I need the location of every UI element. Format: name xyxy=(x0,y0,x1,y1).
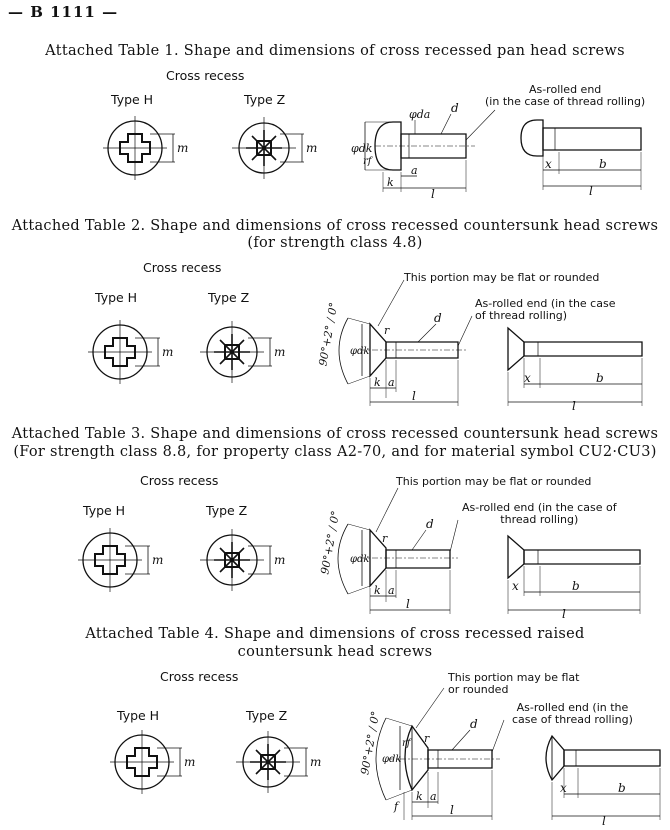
table-1-type-h-recess-figure xyxy=(95,112,190,184)
document-code: — B 1111 — xyxy=(8,3,119,21)
table-2-angle-symbol: 90°+2° / 0° xyxy=(316,301,341,368)
table-2-l-symbol-right: l xyxy=(572,399,576,413)
table-1-type-h-label: Type H xyxy=(111,92,154,107)
table-2-dk-symbol: φdk xyxy=(350,346,370,357)
table-1-d-symbol: d xyxy=(451,101,459,115)
table-2-a-symbol: a xyxy=(388,376,395,389)
table-2-rolled-end-note: As-rolled end (in the case of thread rolling) xyxy=(475,297,616,322)
table-2-m-symbol-z: m xyxy=(274,345,286,359)
table-2-k-symbol: k xyxy=(374,376,381,389)
table-4-r-symbol: r xyxy=(424,732,430,745)
table-3-r-symbol: r xyxy=(382,532,388,545)
table-4-x-symbol: x xyxy=(560,781,567,795)
table-2-title-line2: (for strength class 4.8) xyxy=(247,235,423,251)
table-2-m-symbol: m xyxy=(162,345,174,359)
table-3-k-symbol: k xyxy=(374,584,381,597)
table-1-rolled-end-note: As-rolled end (in the case of thread rolling) xyxy=(485,83,646,108)
table-2-l-symbol: l xyxy=(412,389,416,403)
table-3-title-line2: (For strength class 8.8, for property class A2-70, and for material symbol CU2·CU3) xyxy=(13,444,657,460)
table-1-a-symbol: a xyxy=(411,164,418,177)
table-4-raised-countersunk-length-figure xyxy=(532,734,668,826)
table-1-m-symbol: m xyxy=(177,141,189,155)
table-3-l-symbol: l xyxy=(406,597,410,611)
table-4-m-symbol-z: m xyxy=(310,755,322,769)
table-3-type-z-recess-figure xyxy=(196,524,291,596)
table-4-a-symbol: a xyxy=(430,790,437,803)
table-3-title: Attached Table 3. Shape and dimensions of cross recessed countersunk head screws xyxy=(11,426,659,442)
table-1-title: Attached Table 1. Shape and dimensions of cross recessed pan head screws xyxy=(45,43,625,59)
table-3-d-symbol: d xyxy=(426,517,434,531)
table-3-m-symbol: m xyxy=(152,553,164,567)
table-4-title-line2: countersunk head screws xyxy=(237,644,433,660)
table-1-x-symbol: x xyxy=(545,157,552,171)
table-4-type-z-recess-figure xyxy=(232,726,327,798)
table-3-b-symbol: b xyxy=(572,579,580,593)
table-1-da-symbol: φda xyxy=(409,108,431,121)
table-3-type-h-recess-figure xyxy=(70,524,165,596)
table-4-raised-countersunk-dimension-figure xyxy=(336,696,506,822)
table-2-type-z-recess-figure xyxy=(196,316,291,388)
table-2-cross-recess-label: Cross recess xyxy=(143,260,222,275)
table-4-dk-symbol: φdk xyxy=(382,754,402,765)
table-3-countersunk-dimension-figure xyxy=(300,494,460,616)
table-3-angle-symbol: 90°+2° / 0° xyxy=(318,509,343,576)
table-1-pan-head-length-figure xyxy=(515,112,655,196)
table-1-dk-symbol: φdk xyxy=(351,142,373,155)
table-1-b-symbol: b xyxy=(599,157,607,171)
table-2-b-symbol: b xyxy=(596,371,604,385)
table-4-l-symbol: l xyxy=(450,803,454,817)
table-1-rf-symbol: rf xyxy=(363,156,372,167)
table-2-type-z-label: Type Z xyxy=(208,290,250,305)
table-4-angle-symbol: 90°+2° / 0° xyxy=(358,710,383,776)
table-3-flat-note: This portion may be flat or rounded xyxy=(396,475,592,488)
table-3-l-symbol-right: l xyxy=(562,607,566,621)
table-2-type-h-recess-figure xyxy=(80,316,175,388)
table-1-pan-head-dimension-figure xyxy=(345,100,505,200)
table-3-rolled-end-note: As-rolled end (in the case of thread rolling) xyxy=(462,501,617,526)
table-2-title: Attached Table 2. Shape and dimensions of cross recessed countersunk head screws xyxy=(11,218,659,234)
table-1-type-z-recess-figure xyxy=(228,112,323,184)
table-3-m-symbol-z: m xyxy=(274,553,286,567)
table-4-type-h-label: Type H xyxy=(117,708,160,723)
table-3-cross-recess-label: Cross recess xyxy=(140,473,219,488)
table-4-m-symbol: m xyxy=(184,755,196,769)
table-4-cross-recess-label: Cross recess xyxy=(160,669,239,684)
table-4-type-z-label: Type Z xyxy=(246,708,288,723)
table-4-flat-note: This portion may be flat or rounded xyxy=(448,671,580,696)
table-2-countersunk-length-figure xyxy=(498,326,658,413)
table-1-l-symbol-right: l xyxy=(589,184,593,198)
table-2-countersunk-dimension-figure xyxy=(300,288,480,410)
table-1-l-symbol: l xyxy=(431,187,435,201)
table-1-m-symbol-z: m xyxy=(306,141,318,155)
table-3-x-symbol: x xyxy=(512,579,519,593)
table-4-rolled-end-note: As-rolled end (in the case of thread rolling) xyxy=(512,701,633,726)
table-2-x-symbol: x xyxy=(524,371,531,385)
table-4-k-symbol: k xyxy=(416,790,423,803)
table-2-d-symbol: d xyxy=(434,311,442,325)
table-4-type-h-recess-figure xyxy=(102,726,197,798)
table-2-r-symbol: r xyxy=(384,324,390,337)
table-4-f-symbol: f xyxy=(394,800,399,813)
table-1-cross-recess-label: Cross recess xyxy=(166,68,245,83)
table-3-type-z-label: Type Z xyxy=(206,503,248,518)
table-1-k-symbol: k xyxy=(387,176,394,189)
table-1-type-z-label: Type Z xyxy=(244,92,286,107)
table-2-type-h-label: Type H xyxy=(95,290,138,305)
table-3-type-h-label: Type H xyxy=(83,503,126,518)
table-4-title: Attached Table 4. Shape and dimensions of cross recessed raised xyxy=(85,626,585,642)
table-4-l-symbol-right: l xyxy=(602,814,606,828)
table-3-countersunk-length-figure xyxy=(498,534,658,621)
table-3-a-symbol: a xyxy=(388,584,395,597)
table-4-rf-symbol: rf xyxy=(402,738,411,749)
table-4-b-symbol: b xyxy=(618,781,626,795)
table-2-flat-note: This portion may be flat or rounded xyxy=(404,271,600,284)
table-4-d-symbol: d xyxy=(470,717,478,731)
table-3-dk-symbol: φdk xyxy=(350,554,370,565)
